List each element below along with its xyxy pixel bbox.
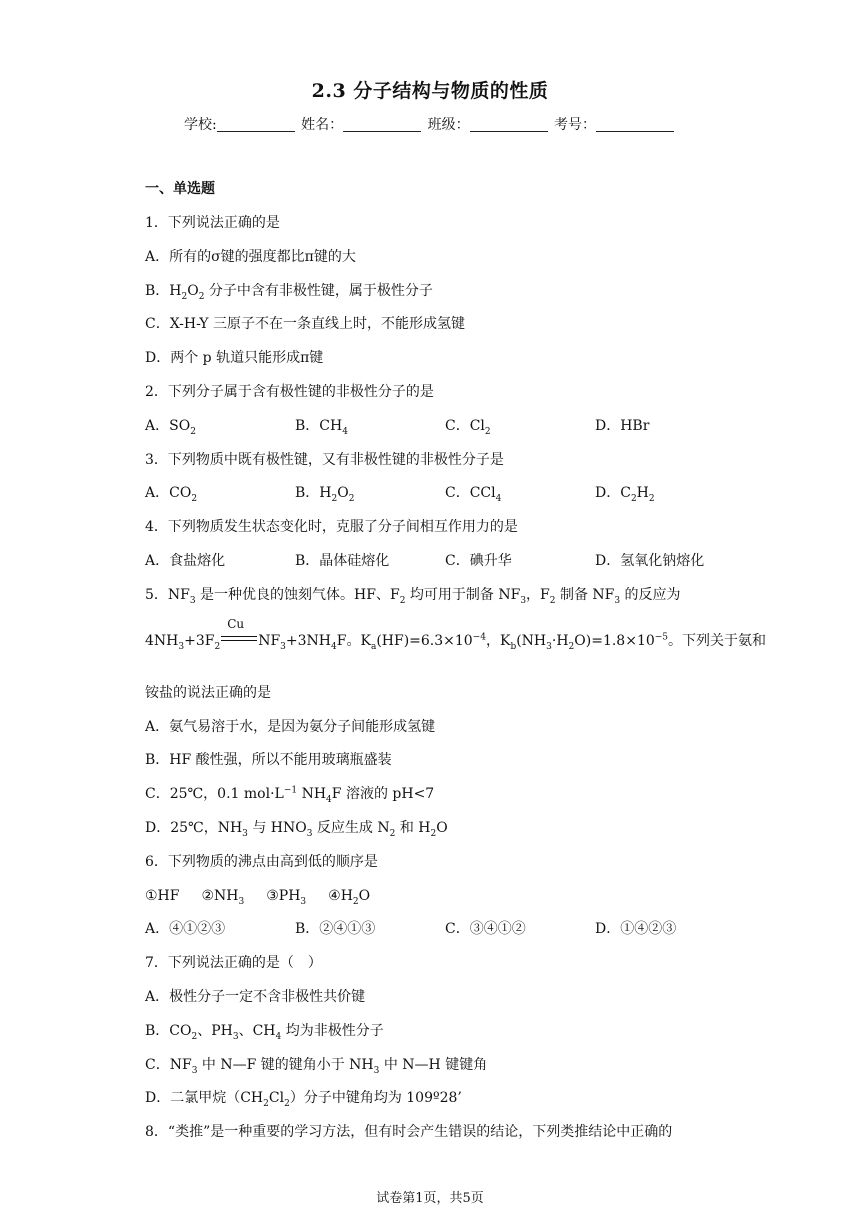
number-blank[interactable] [596,117,674,132]
question-6-option-d: D．①④②③ [595,921,677,938]
question-1-option-a: A．所有的σ键的强度都比π键的大 [145,248,356,265]
class-blank[interactable] [470,117,548,132]
question-6-option-c: C．③④①② [445,921,526,938]
question-1-stem: 1．下列说法正确的是 [145,215,280,231]
question-2-stem: 2．下列分子属于含有极性键的非极性分子的是 [145,383,434,400]
class-label: 班级： [427,117,470,133]
question-4-option-b: B．晶体硅熔化 [295,552,390,569]
question-1-option-b: B．$H_2O_2$ 分子中含有非极性键，属于极性分子 [145,282,433,302]
question-1-option-c: C．X-H-Y 三原子不在一条直线上时，不能形成氢键 [145,316,466,333]
question-5-option-d: D．25℃，$NH_3$ 与 $HNO_3$ 反应生成 $N_2$ 和 $H_2O$ [145,819,448,839]
question-1-option-b-text: 分子中含有非极性键，属于极性分子 [208,282,433,299]
question-3-option-b: B．$H_2O_2$ [295,485,355,505]
question-7-option-b: B．$CO_2$、$PH_3$、$CH_4$ 均为非极性分子 [145,1022,384,1042]
question-4-option-a: A．食盐熔化 [145,552,226,569]
question-4-options [145,550,715,572]
substance-3: $③PH_3$ [266,887,307,907]
question-3-option-c: C．CCl$_4$ [445,485,502,505]
question-1-option-d: D．两个 p 轨道只能形成π键 [145,350,324,367]
questions [145,178,767,1155]
question-5-option-a: A．氨气易溶于水，是因为氨分子间能形成氢键 [145,718,436,735]
question-7-stem: 7．下列说法正确的是（ ） [145,955,322,972]
question-3-stem: 3．下列物质中既有极性键，又有非极性键的非极性分子是 [145,451,504,468]
question-2-option-a: A．$SO_2$ [145,417,196,437]
name-blank[interactable] [343,117,421,132]
question-2-options [145,415,715,437]
question-5-option-c: C．25℃，0.1 $mol\cdot L^{-1}$ $NH_4F$ 溶液的 pH<7 [145,785,435,805]
question-3-option-d: D．$C_2H_2$ [595,485,655,505]
student-info-line [0,114,860,134]
question-3-option-a: A．$CO_2$ [145,485,198,505]
substance-1: ①HF [145,887,180,904]
question-6-options [145,918,715,940]
question-8-stem: 8．“类推”是一种重要的学习方法，但有时会产生错误的结论，下列类推结论中正确的 [145,1124,673,1141]
question-5-stem-continued: 铵盐的说法正确的是 [145,684,271,701]
question-5-stem: 5．$NF_3$ 是一种优良的蚀刻气体。HF、$F_2$ 均可用于制备 $NF_3$，$F_2$ 制备 $NF_3$ 的反应为 [145,586,681,606]
question-2-option-d: D．HBr [595,417,650,434]
question-6-substances [145,885,715,907]
question-6-option-a: A．④①②③ [145,921,226,938]
question-4-option-d: D．氢氧化钠熔化 [595,552,705,569]
reaction-arrow [221,616,257,644]
reaction-condition: Cu [227,616,245,631]
question-5-option-b: B．HF 酸性强，所以不能用玻璃瓶盛装 [145,752,392,769]
question-3-options [145,482,715,504]
page-footer: 试卷第1页，共5页 [376,1191,484,1206]
question-5-reaction: $4NH_3+3F_2$ Cu $NF_3+3NH_4F$。$K_a(HF)=6.3\times 10^{-4}$，$K_b(NH_3\cdot H_2O)=1.8\times 10^{-5}$。下列关于氨和 [145,630,715,652]
question-7-option-a: A．极性分子一定不含非极性共价键 [145,988,366,1005]
section-heading: 一、单选题 [145,181,215,197]
question-4-stem: 4．下列物质发生状态变化时，克服了分子间相互作用力的是 [145,519,518,536]
question-6-option-b: B．②④①③ [295,921,376,938]
question-7-option-c: C．$NF_3$ 中 N—F 键的键角小于 $NH_3$ 中 N—H 键键角 [145,1056,488,1076]
question-2-option-c: C．$Cl_2$ [445,417,491,437]
substance-2: $②NH_3$ [201,887,245,907]
question-4-option-c: C．碘升华 [445,552,512,569]
question-6-stem: 6．下列物质的沸点由高到低的顺序是 [145,853,378,870]
question-2-option-b: B．$CH_4$ [295,417,348,437]
question-7-option-d: D．二氯甲烷$(CH_2Cl_2)$分子中键角均为 109º28’ [145,1090,462,1110]
page-title: 2.3 分子结构与物质的性质 [311,80,549,102]
number-label: 考号： [554,117,597,133]
name-label: 姓名： [301,117,344,133]
substance-4: $④H_2O$ [328,887,371,907]
school-blank[interactable] [217,117,295,132]
school-label: 学校: [183,117,217,133]
